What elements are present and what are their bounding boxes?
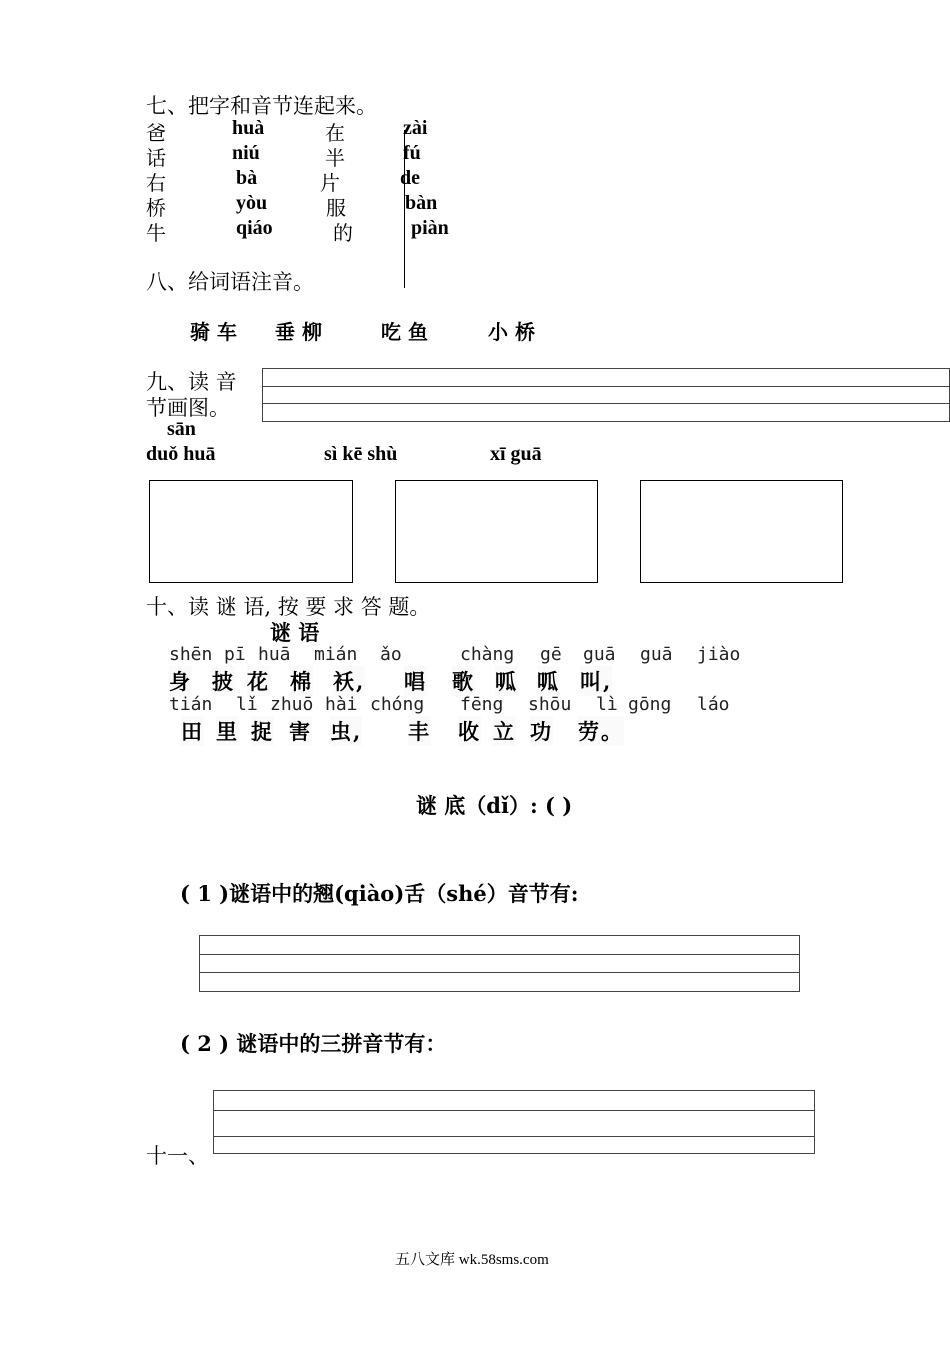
question-1: ( 1 )谜语中的翘(qiào)舌（shé）音节有: bbox=[180, 881, 579, 906]
section9-title-line2: 节画图。 bbox=[146, 396, 230, 420]
riddle-line2-char-7: 收 bbox=[458, 716, 481, 746]
word-1: 骑 车 bbox=[190, 320, 237, 344]
section9-title-line1: 九、读 音 bbox=[146, 370, 237, 394]
match-pinyin-b-row4: bàn bbox=[405, 192, 438, 214]
word-2: 垂 柳 bbox=[275, 320, 322, 344]
riddle-line2-pinyin-2: lǐ bbox=[236, 694, 258, 715]
riddle-line2-pinyin-5: chóng bbox=[370, 694, 425, 715]
riddle-line1-pinyin-6: chàng bbox=[460, 644, 515, 665]
word-4: 小 桥 bbox=[488, 320, 535, 344]
riddle-line1-pinyin-3: huā bbox=[258, 644, 291, 665]
match-pinyin-b-row1: zài bbox=[403, 117, 428, 139]
riddle-line1-pinyin-8: guā bbox=[583, 644, 616, 665]
riddle-line2-pinyin-4: hài bbox=[325, 694, 358, 715]
riddle-line1-pinyin-4: mián bbox=[314, 644, 358, 665]
riddle-line1-char-9: 呱 bbox=[537, 666, 560, 696]
match-char-b-row5: 的 bbox=[333, 221, 353, 245]
match-pinyin-b-row5: piàn bbox=[411, 217, 449, 239]
riddle-line1-pinyin-2: pī bbox=[224, 644, 246, 665]
match-char-a-row3: 右 bbox=[146, 171, 166, 195]
riddle-line1-char-8: 呱 bbox=[495, 666, 518, 696]
match-char-b-row4: 服 bbox=[326, 196, 346, 220]
riddle-line2-char-1: 田 bbox=[181, 716, 204, 746]
drawing-box-3[interactable] bbox=[640, 480, 843, 583]
riddle-line1-char-7: 歌 bbox=[452, 666, 475, 696]
riddle-line1-pinyin-9: guā bbox=[640, 644, 673, 665]
connector-line bbox=[404, 130, 405, 288]
riddle-title: 谜 语 bbox=[270, 620, 320, 645]
riddle-line2-char-4: 害 bbox=[289, 716, 312, 746]
riddle-line1-char-10: 叫, bbox=[580, 666, 612, 696]
drawing-box-2[interactable] bbox=[395, 480, 598, 583]
riddle-line2-char-6: 丰 bbox=[408, 716, 431, 746]
match-char-a-row4: 桥 bbox=[146, 196, 166, 220]
pinyin-writing-grid-1[interactable] bbox=[262, 368, 950, 422]
riddle-line2-pinyin-3: zhuō bbox=[270, 694, 314, 715]
pinyin-writing-grid-3[interactable] bbox=[213, 1090, 815, 1154]
pinyin-san: sān bbox=[167, 418, 196, 440]
match-char-b-row2: 半 bbox=[325, 146, 345, 170]
riddle-line1-char-2: 披 bbox=[212, 666, 235, 696]
riddle-line1-char-1: 身 bbox=[169, 666, 192, 696]
match-pinyin-a-row4: yòu bbox=[236, 192, 268, 214]
match-char-b-row3: 片 bbox=[320, 171, 340, 195]
riddle-line2-char-5: 虫, bbox=[330, 716, 362, 746]
word-3: 吃 鱼 bbox=[381, 320, 428, 344]
riddle-line1-pinyin-5: ǎo bbox=[380, 644, 402, 665]
question-2: ( 2 ) 谜语中的三拼音节有： bbox=[180, 1031, 447, 1056]
match-char-a-row2: 话 bbox=[146, 146, 166, 170]
match-pinyin-b-row2: fú bbox=[403, 142, 421, 164]
section7-title: 七、把字和音节连起来。 bbox=[146, 94, 377, 118]
match-char-a-row1: 爸 bbox=[146, 121, 166, 145]
drawing-box-1[interactable] bbox=[149, 480, 353, 583]
riddle-line1-pinyin-1: shēn bbox=[169, 644, 213, 665]
riddle-line1-pinyin-10: jiào bbox=[697, 644, 741, 665]
footer-watermark: 五八文库 wk.58sms.com bbox=[395, 1252, 549, 1268]
pinyin-writing-grid-2[interactable] bbox=[199, 935, 800, 992]
riddle-line2-char-10: 劳。 bbox=[578, 716, 624, 746]
riddle-line1-char-3: 花 bbox=[247, 666, 270, 696]
match-pinyin-a-row1: huà bbox=[232, 117, 265, 139]
riddle-line1-char-5: 袄, bbox=[333, 666, 365, 696]
riddle-line2-char-2: 里 bbox=[216, 716, 239, 746]
section11-title: 十一、 bbox=[146, 1144, 209, 1168]
match-char-b-row1: 在 bbox=[325, 121, 345, 145]
match-pinyin-a-row2: niú bbox=[232, 142, 260, 164]
riddle-line2-pinyin-10: láo bbox=[697, 694, 730, 715]
riddle-line2-pinyin-8: lì bbox=[596, 694, 618, 715]
section8-title: 八、给词语注音。 bbox=[146, 270, 314, 294]
riddle-line2-char-9: 功 bbox=[530, 716, 553, 746]
riddle-line1-char-6: 唱 bbox=[404, 666, 427, 696]
match-pinyin-a-row3: bà bbox=[236, 167, 258, 189]
riddle-answer: 谜 底（dǐ）: ( ) bbox=[416, 793, 573, 818]
match-pinyin-b-row3: de bbox=[400, 167, 420, 189]
section10-title: 十、读 谜 语, 按 要 求 答 题。 bbox=[146, 595, 431, 619]
riddle-line1-char-4: 棉 bbox=[290, 666, 313, 696]
pinyin-duo-hua: duǒ huā bbox=[146, 443, 216, 465]
riddle-line2-pinyin-7: shōu bbox=[528, 694, 572, 715]
riddle-line2-char-3: 捉 bbox=[251, 716, 274, 746]
match-char-a-row5: 牛 bbox=[146, 221, 166, 245]
riddle-line1-pinyin-7: gē bbox=[540, 644, 562, 665]
pinyin-xi-gua: xī guā bbox=[490, 443, 542, 465]
riddle-line2-pinyin-1: tián bbox=[169, 694, 213, 715]
pinyin-si-ke-shu: sì kē shù bbox=[324, 443, 398, 465]
riddle-line2-pinyin-9: gōng bbox=[628, 694, 672, 715]
riddle-line2-pinyin-6: fēng bbox=[460, 694, 504, 715]
riddle-line2-char-8: 立 bbox=[493, 716, 516, 746]
match-pinyin-a-row5: qiáo bbox=[236, 217, 273, 239]
